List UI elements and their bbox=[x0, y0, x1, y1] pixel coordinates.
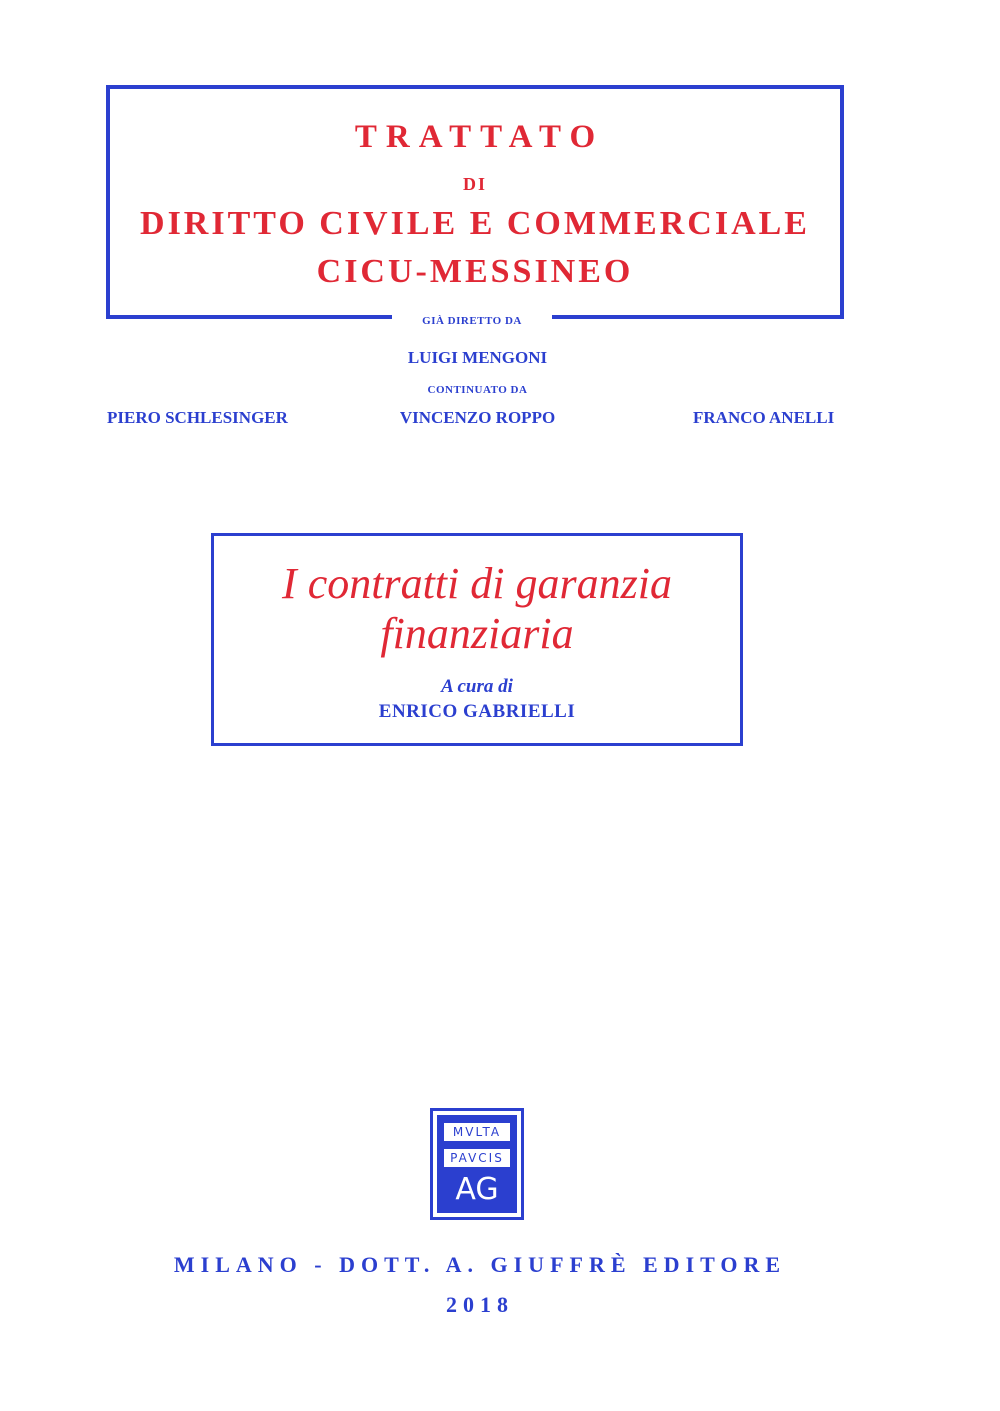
logo-motto-word-2: PAVCIS bbox=[444, 1149, 510, 1167]
publisher-imprint: MILANO - DOTT. A. GIUFFRÈ EDITORE bbox=[173, 1252, 787, 1277]
logo-initials: AG bbox=[455, 1172, 499, 1207]
publisher-logo bbox=[430, 1108, 524, 1220]
director-name-3: FRANCO ANELLI bbox=[693, 408, 835, 427]
director-name-2: VINCENZO ROPPO bbox=[399, 408, 556, 427]
series-title-line-3: DIRITTO CIVILE E COMMERCIALE bbox=[140, 205, 810, 242]
book-title-line-2: finanziaria bbox=[380, 609, 574, 658]
formerly-directed-label: GIÀ DIRETTO DA bbox=[392, 310, 552, 332]
publisher-logo-emblem bbox=[437, 1115, 517, 1213]
logo-motto-word-1: MVLTA bbox=[444, 1123, 510, 1141]
publication-year: 2018 bbox=[446, 1292, 514, 1317]
series-title-box bbox=[106, 85, 844, 319]
first-director-name: LUIGI MENGONI bbox=[407, 348, 548, 367]
book-title-box bbox=[211, 533, 743, 746]
continued-by-label: CONTINUATO DA bbox=[427, 384, 528, 396]
book-title-line-1: I contratti di garanzia bbox=[282, 559, 672, 608]
series-title-line-4: CICU-MESSINEO bbox=[316, 253, 634, 290]
curator-name: ENRICO GABRIELLI bbox=[378, 701, 576, 722]
series-title-line-2: DI bbox=[462, 174, 487, 194]
curator-label: A cura di bbox=[441, 676, 513, 697]
series-title-line-1: TRATTATO bbox=[354, 119, 605, 155]
director-name-1: PIERO SCHLESINGER bbox=[107, 408, 288, 427]
